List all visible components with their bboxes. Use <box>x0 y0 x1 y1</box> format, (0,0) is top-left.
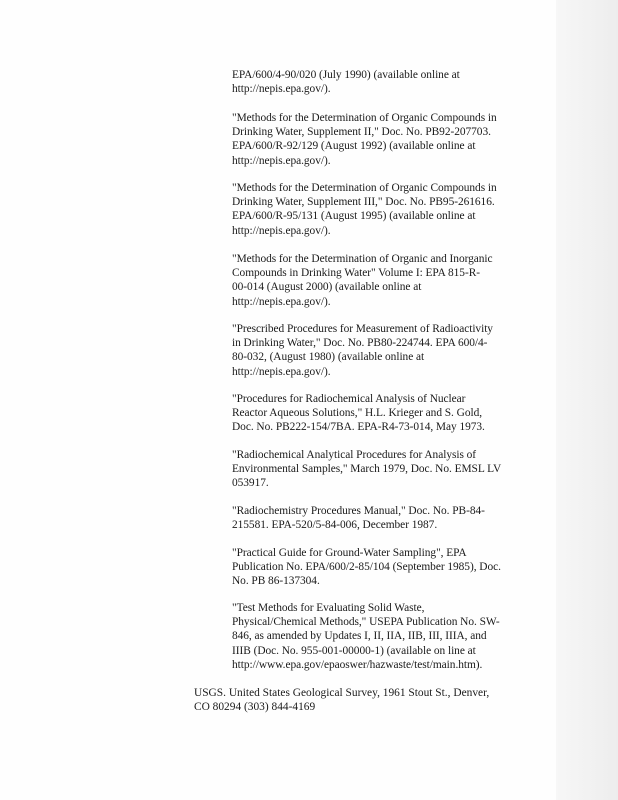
reference-line: "Prescribed Procedures for Measurement of Radioactivity <box>232 323 493 335</box>
reference-entry <box>232 111 532 168</box>
reference-line: 215581. EPA-520/5-84-006, December 1987. <box>232 519 438 532</box>
reference-line: EPA/600/R-92/129 (August 1992) (available online at <box>232 140 476 153</box>
reference-entry <box>232 448 532 491</box>
reference-line: http://nepis.epa.gov/). <box>232 154 331 167</box>
reference-line: "Methods for the Determination of Organic Compounds in <box>232 182 497 194</box>
reference-line: http://nepis.epa.gov/). <box>232 83 331 96</box>
reference-line: 846, as amended by Updates I, II, IIA, IIB, III, IIIA, and <box>232 630 487 643</box>
reference-line: "Practical Guide for Ground-Water Sampling", EPA <box>232 547 467 559</box>
reference-line: "Procedures for Radiochemical Analysis of Nuclear <box>232 393 466 405</box>
reference-line: EPA/600/R-95/131 (August 1995) (available online at <box>232 210 476 223</box>
reference-entry <box>232 181 532 238</box>
reference-line: http://nepis.epa.gov/). <box>232 224 331 237</box>
reference-entry <box>232 68 532 96</box>
reference-line: 053917. <box>232 477 269 490</box>
reference-line: Doc. No. PB222-154/7BA. EPA-R4-73-014, May 1973. <box>232 421 485 434</box>
reference-line: No. PB 86-137304. <box>232 575 320 588</box>
reference-line: "Radiochemistry Procedures Manual," Doc. No. PB-84- <box>232 505 485 517</box>
reference-line: "Methods for the Determination of Organic and Inorganic <box>232 253 493 265</box>
reference-line: IIIB (Doc. No. 955-001-00000-1) (available on line at <box>232 644 476 657</box>
reference-entry <box>232 601 532 672</box>
reference-line: Reactor Aqueous Solutions," H.L. Krieger and S. Gold, <box>232 407 483 420</box>
reference-entry <box>232 322 532 379</box>
usgs-line: USGS. United States Geological Survey, 1961 Stout St., Denver, <box>194 687 490 699</box>
reference-entry <box>232 392 532 435</box>
reference-entry <box>232 252 532 309</box>
reference-line: http://www.epa.gov/epaoswer/hazwaste/test/main.htm). <box>232 658 483 671</box>
reference-line: http://nepis.epa.gov/). <box>232 365 331 378</box>
reference-line: Environmental Samples," March 1979, Doc. No. EMSL LV <box>232 463 502 476</box>
reference-line: "Methods for the Determination of Organic Compounds in <box>232 112 497 124</box>
reference-line: http://nepis.epa.gov/). <box>232 295 331 308</box>
reference-line: Publication No. EPA/600/2-85/104 (September 1985), Doc. <box>232 561 501 574</box>
reference-line: Compounds in Drinking Water" Volume I: EPA 815-R- <box>232 267 480 280</box>
reference-line: 00-014 (August 2000) (available online at <box>232 281 422 294</box>
reference-line: 80-032, (August 1980) (available online at <box>232 351 425 364</box>
reference-line: Drinking Water, Supplement III," Doc. No. PB95-261616. <box>232 196 495 209</box>
usgs-contact <box>194 686 534 714</box>
reference-line: EPA/600/4-90/020 (July 1990) (available online at <box>232 69 460 81</box>
reference-line: Drinking Water, Supplement II," Doc. No. PB92-207703. <box>232 126 491 139</box>
scan-edge-shade <box>556 0 618 800</box>
reference-line: "Radiochemical Analytical Procedures for Analysis of <box>232 449 477 461</box>
reference-line: "Test Methods for Evaluating Solid Waste, <box>232 602 425 614</box>
usgs-line: CO 80294 (303) 844-4169 <box>194 701 316 714</box>
reference-line: Physical/Chemical Methods," USEPA Publication No. SW- <box>232 616 500 629</box>
reference-line: in Drinking Water," Doc. No. PB80-224744. EPA 600/4- <box>232 337 488 350</box>
reference-entry <box>232 546 532 589</box>
reference-entry <box>232 504 532 532</box>
